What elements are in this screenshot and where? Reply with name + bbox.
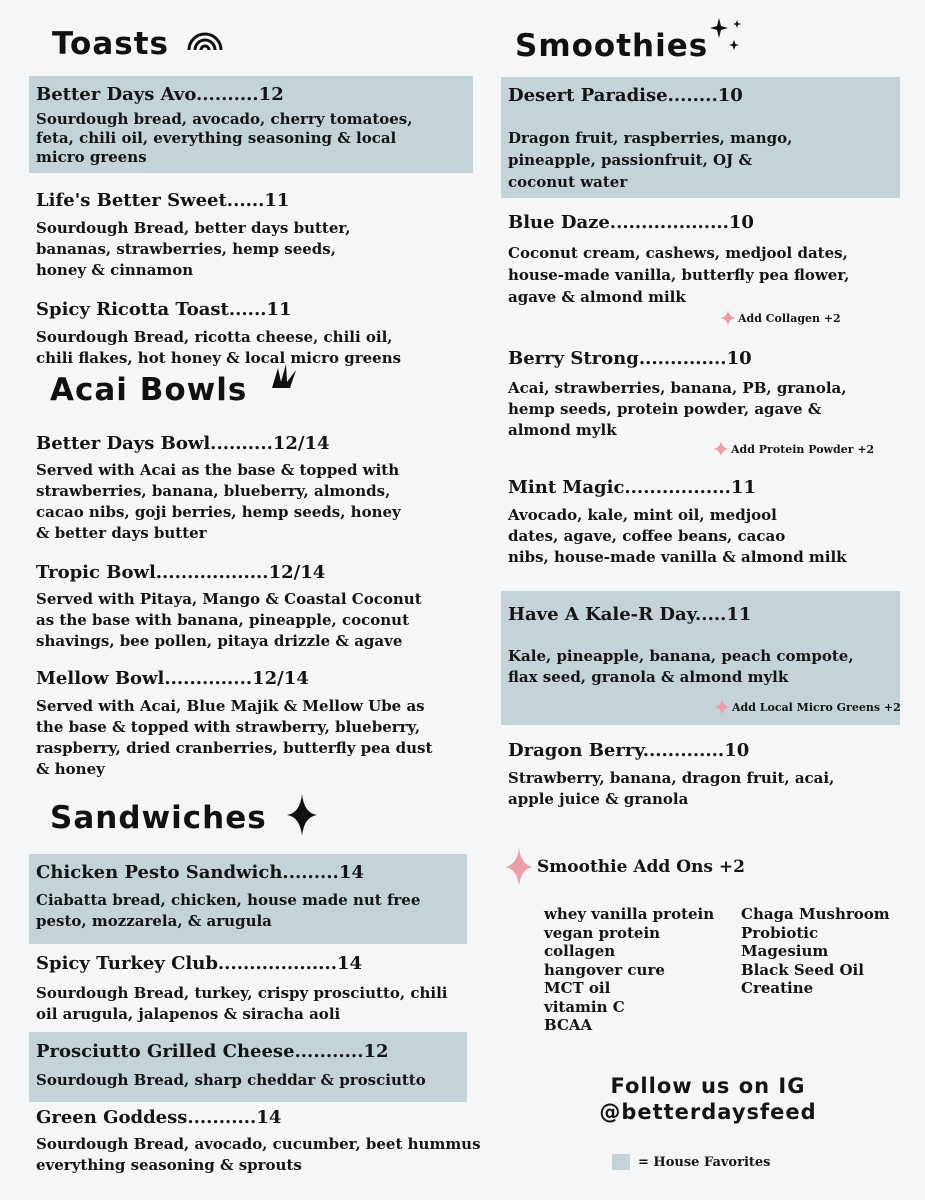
addon-item: whey vanilla protein: [544, 905, 715, 923]
item-description: Strawberry, banana, dragon fruit, acai, apple juice & granola: [508, 769, 835, 808]
addon-label: Add Collagen +2: [738, 311, 841, 325]
sparkle-icon: [720, 310, 736, 326]
sparkle-icon: [713, 441, 729, 457]
item-description: Sourdough bread, avocado, cherry tomatoes, feta, chili oil, everything seasoning & local micro greens: [36, 110, 413, 166]
addon-item: Probiotic: [741, 923, 819, 942]
rainbow-icon: [186, 22, 224, 52]
menu-item: [36, 433, 401, 544]
addons-list-left: [544, 905, 714, 1035]
legend-label: = House Favorites: [638, 1154, 771, 1170]
instagram-follow: [578, 1074, 838, 1124]
addon-item: Magesium: [741, 942, 829, 960]
addon-label: Add Protein Powder +2: [731, 442, 875, 456]
addon-item: Chaga Mushroom: [741, 905, 890, 923]
item-description: Served with Acai, Blue Majik & Mellow Ube as the base & topped with strawberry, blueberry, raspberry, dried cranberries, butterfly pea dust & honey: [36, 697, 433, 778]
item-description: Sourdough Bread, turkey, crispy prosciutto, chili oil arugula, jalapenos & siracha aoli: [36, 984, 448, 1023]
item-name: Life's Better Sweet......11: [36, 190, 290, 211]
item-name: Prosciutto Grilled Cheese...........12: [36, 1041, 389, 1062]
menu-item: [36, 668, 432, 780]
addon-item: vegan protein: [544, 923, 661, 942]
item-name: Green Goddess...........14: [36, 1107, 282, 1128]
menu-item: [29, 76, 473, 173]
addon-item: MCT oil: [544, 979, 611, 997]
item-name: Blue Daze...................10: [508, 212, 754, 233]
legend-swatch: [612, 1154, 630, 1170]
menu-item: [508, 212, 849, 308]
addons-title: Smoothie Add Ons +2: [537, 857, 745, 877]
acai-heading: Acai Bowls: [50, 372, 248, 408]
sparkle-icon: [505, 848, 533, 886]
item-description: Kale, pineapple, banana, peach compote, flax seed, granola & almond mylk: [508, 647, 854, 686]
item-description: Dragon fruit, raspberries, mango, pineapple, passionfruit, OJ & coconut water: [508, 129, 793, 191]
addon-item: Black Seed Oil: [741, 960, 864, 979]
item-name: Spicy Ricotta Toast......11: [36, 299, 292, 320]
item-name: Berry Strong..............10: [508, 348, 752, 369]
menu-item: [36, 299, 401, 369]
menu-item: [508, 477, 847, 568]
item-name: Chicken Pesto Sandwich.........14: [36, 862, 364, 883]
sparkle-icon: [287, 794, 317, 836]
item-name: Better Days Avo..........12: [36, 84, 284, 105]
item-description: Sourdough Bread, avocado, cucumber, beet hummus everything seasoning & sprouts: [36, 1135, 481, 1174]
addon-item: collagen: [544, 942, 616, 960]
sandwiches-heading: Sandwiches: [50, 800, 267, 836]
item-description: Sourdough Bread, better days butter, bananas, strawberries, hemp seeds, honey & cinnamon: [36, 219, 351, 279]
item-description: Ciabatta bread, chicken, house made nut free pesto, mozzarela, & arugula: [36, 891, 421, 930]
menu-item: [501, 77, 900, 198]
item-name: Spicy Turkey Club...................14: [36, 953, 363, 974]
addon-item: hangover cure: [544, 960, 665, 979]
house-favorites-legend: [612, 1154, 771, 1170]
add-micro-greens-tag: [714, 699, 901, 715]
toasts-heading: Toasts: [52, 26, 169, 62]
item-description: Acai, strawberries, banana, PB, granola, hemp seeds, protein powder, agave & almond mylk: [508, 379, 847, 439]
menu-item: [508, 740, 834, 810]
item-description: Sourdough Bread, sharp cheddar & prosciutto: [36, 1071, 426, 1089]
menu-item: [29, 1032, 467, 1102]
item-name: Mellow Bowl..............12/14: [36, 668, 309, 689]
addons-list-right: [741, 905, 890, 998]
sparkle-icon: [714, 699, 730, 715]
menu-item: [36, 562, 422, 652]
menu-item: [36, 190, 350, 281]
instagram-handle[interactable]: @betterdaysfeed: [599, 1100, 817, 1124]
addon-item: vitamin C: [544, 997, 625, 1016]
item-description: Served with Pitaya, Mango & Coastal Coconut as the base with banana, pineapple, coconut shavings, bee pollen, pitaya drizzle & agave: [36, 590, 422, 650]
follow-line: Follow us on IG: [610, 1074, 806, 1098]
item-name: Better Days Bowl..........12/14: [36, 433, 330, 454]
item-description: Sourdough Bread, ricotta cheese, chili oil, chili flakes, hot honey & local micro greens: [36, 328, 402, 367]
item-name: Desert Paradise........10: [508, 85, 743, 106]
menu-item: [36, 953, 447, 1025]
item-description: Served with Acai as the base & topped with strawberries, banana, blueberry, almonds, cacao nibs, goji berries, hemp seeds, honey & better days butter: [36, 461, 401, 542]
sprout-icon: [268, 362, 300, 390]
item-name: Have A Kale-R Day.....11: [508, 604, 752, 625]
item-description: Coconut cream, cashews, medjool dates, house-made vanilla, butterfly pea flower, agave & almond milk: [508, 244, 850, 306]
menu-item: [29, 854, 467, 944]
menu-item: [36, 1107, 481, 1176]
add-collagen-tag: [720, 310, 841, 326]
addon-label: Add Local Micro Greens +2: [732, 700, 901, 714]
item-name: Dragon Berry.............10: [508, 740, 750, 761]
addon-item: BCAA: [544, 1016, 593, 1034]
item-name: Mint Magic.................11: [508, 477, 756, 498]
add-protein-tag: [713, 441, 874, 457]
smoothies-heading: Smoothies: [515, 28, 709, 64]
menu-item: [508, 348, 846, 441]
item-name: Tropic Bowl..................12/14: [36, 562, 326, 583]
stars-icon: [710, 16, 750, 52]
addon-item: Creatine: [741, 979, 814, 997]
item-description: Avocado, kale, mint oil, medjool dates, agave, coffee beans, cacao nibs, house-made vanilla & almond milk: [508, 506, 847, 566]
menu-item: [501, 591, 900, 725]
